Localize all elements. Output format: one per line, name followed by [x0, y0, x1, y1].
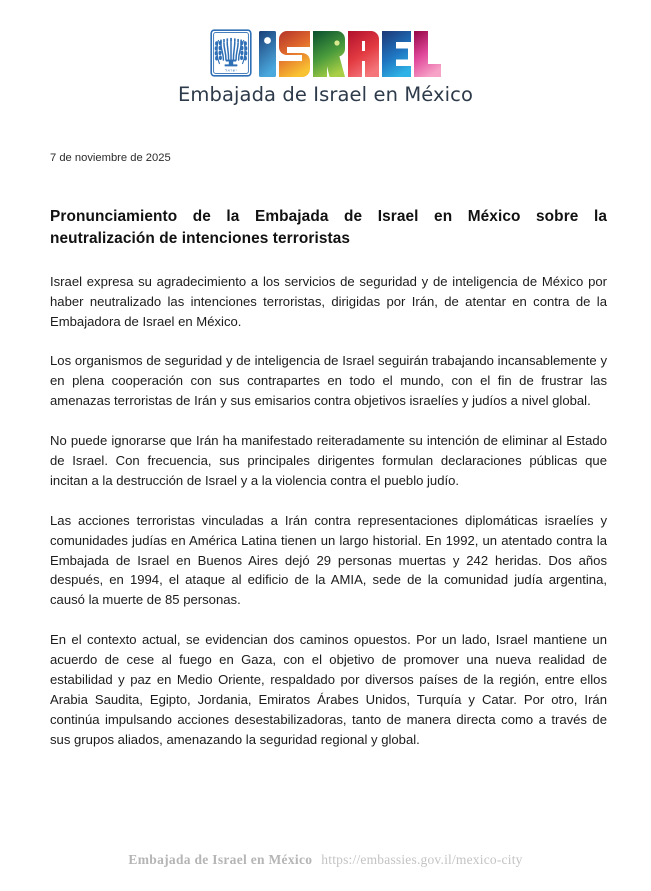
israel-state-emblem-menorah-icon	[210, 29, 252, 77]
wordmark-letter-s-icon	[279, 31, 310, 77]
document-content	[0, 151, 651, 749]
body-paragraph: Israel expresa su agradecimiento a los servicios de seguridad y de inteligencia de México por haber neutralizado las intenciones terroristas, dirigidas por Irán, de atentar en contra de la Embajadora de Israel en México.	[50, 273, 607, 329]
wordmark-letter-e-icon	[382, 31, 411, 77]
document-date: 7 de noviembre de 2025	[50, 152, 171, 165]
body-paragraph: Los organismos de seguridad y de inteligencia de Israel seguirán trabajando incansablemente y en plena cooperación con sus contrapartes en todo el mundo, con el fin de frustrar las amenazas terroristas de Irán y sus emisarios contra objetivos israelíes y judíos a nivel global.	[50, 353, 607, 409]
embassy-logo-subtitle: Embajada de Israel en México	[177, 83, 474, 106]
document-header	[0, 0, 651, 105]
document-footer	[0, 851, 651, 869]
body-paragraph: No puede ignorarse que Irán ha manifestado reiteradamente su intención de eliminar al Estado de Israel. Con frecuencia, sus principales dirigentes formulan declaraciones públicas que incitan a la destrucción de Israel y a la violencia contra el pueblo judío.	[50, 433, 607, 488]
wordmark-letter-r-icon	[313, 31, 345, 77]
body-paragraph: En el contexto actual, se evidencian dos caminos opuestos. Por un lado, Israel mantiene un acuerdo de cese al fuego en Gaza, con el objetivo de promover una nueva realidad de estabilidad y paz en Medio Oriente, respaldado por diversos países de la región, entre ellos Arabia Saudita, Egipto, Jordania, Emiratos Árabes Unidos, Turquía y Catar. Por otro, Irán continúa impulsando acciones desestabilizadoras, tanto de manera directa como a través de sus grupos aliados, amenazando la seguridad regional y global.	[50, 632, 607, 747]
wordmark-letter-l-icon	[414, 31, 441, 77]
footer-embassy-name: Embajada de Israel en México	[128, 852, 313, 867]
wordmark-letter-a-icon	[348, 31, 379, 77]
page-title: Pronunciamiento de la Embajada de Israel en México sobre la neutralización de intenciones terroristas	[50, 208, 607, 247]
svg-text:ישראל: ישראל	[225, 68, 237, 73]
footer-website-url[interactable]: https://embassies.gov.il/mexico-city	[321, 852, 523, 867]
embassy-logo	[210, 28, 441, 78]
israel-wordmark	[259, 29, 441, 77]
wordmark-letter-i-icon	[259, 31, 276, 77]
body-paragraph: Las acciones terroristas vinculadas a Irán contra representaciones diplomáticas israelíes y comunidades judías en América Latina tienen un largo historial. En 1992, un atentado contra la Embajada de Israel en Buenos Aires dejó 29 personas muertas y 242 heridas. Dos años después, en 1994, el ataque al edificio de la AMIA, sede de la comunidad judía argentina, causó la muerte de 85 personas.	[50, 512, 607, 608]
